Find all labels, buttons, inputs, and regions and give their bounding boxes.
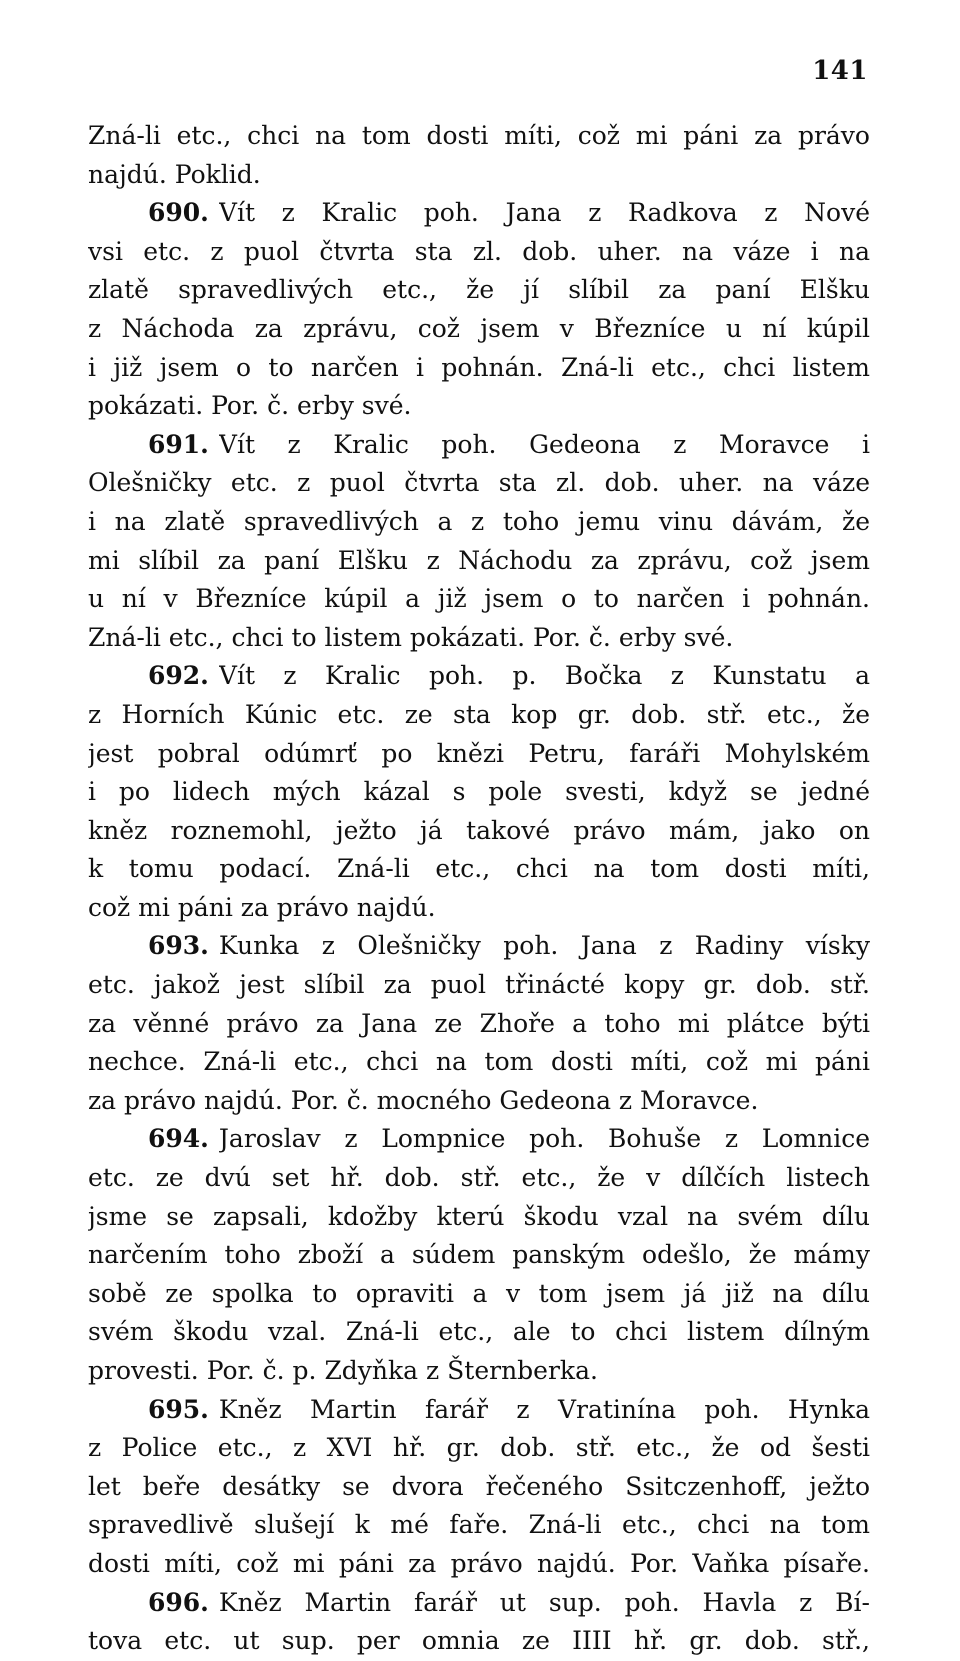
- entry-text: Vít z Kralic poh. p. Bočka z Kunstatu a: [218, 661, 870, 691]
- text-line: nechce. Zná-li etc., chci na tom dosti míti, což mi páni: [88, 1047, 870, 1077]
- text-line: za právo najdú. Por. č. mocného Gedeona z Moravce.: [88, 1085, 759, 1115]
- text-line: [88, 1120, 870, 1159]
- text-line: [88, 657, 870, 696]
- text-line: etc. jakož jest slíbil za puol třinácté kopy gr. dob. stř.: [88, 970, 870, 1000]
- text-line: [88, 194, 870, 233]
- text-line: jest pobral odúmrť po knězi Petru, faráři Mohylském: [88, 738, 870, 768]
- text-line: vsi etc. z puol čtvrta sta zl. dob. uher. na váze i na: [88, 236, 870, 266]
- text-line: i po lidech mých kázal s pole svesti, když se jedné: [88, 777, 870, 807]
- text-line: mi slíbil za paní Elšku z Náchodu za zprávu, což jsem: [88, 545, 870, 575]
- text-line: i již jsem o to narčen i pohnán. Zná-li etc., chci listem: [88, 352, 870, 382]
- text-line: i na zlatě spravedlivých a z toho jemu vinu dávám, že: [88, 506, 870, 536]
- entry-number: 695.: [148, 1394, 209, 1424]
- text-line: najdú. Poklid.: [88, 159, 261, 189]
- text-line: svém škodu vzal. Zná-li etc., ale to chci listem dílným: [88, 1317, 870, 1347]
- text-line: sobě ze spolka to opraviti a v tom jsem já již na dílu: [88, 1278, 870, 1308]
- entry-number: 690.: [148, 198, 209, 228]
- page-number: 141: [812, 56, 868, 86]
- text-line: což mi páni za právo najdú.: [88, 892, 436, 922]
- entry-text: Vít z Kralic poh. Jana z Radkova z Nové: [218, 198, 870, 228]
- entry-text: Kunka z Olešničky poh. Jana z Radiny vísky: [218, 931, 870, 961]
- text-line: narčením toho zboží a súdem panským odešlo, že mámy: [88, 1240, 870, 1270]
- entry-text: Vít z Kralic poh. Gedeona z Moravce i: [218, 429, 870, 459]
- text-line: tova etc. ut sup. per omnia ze IIII hř. gr. dob. stř.,: [88, 1626, 870, 1656]
- entry-number: 692.: [148, 661, 209, 691]
- text-line: z Police etc., z XVI hř. gr. dob. stř. etc., že od šesti: [88, 1433, 870, 1463]
- text-line: provesti. Por. č. p. Zdyňka z Šternberka.: [88, 1356, 598, 1385]
- entry-number: 696.: [148, 1587, 209, 1617]
- text-line: Zná-li etc., chci na tom dosti míti, což mi páni za právo: [88, 121, 870, 150]
- text-line: Zná-li etc., chci to listem pokázati. Por. č. erby své.: [88, 622, 734, 652]
- text-line: z Náchoda za zprávu, což jsem v Březníce u ní kúpil: [88, 313, 870, 343]
- text-line: spravedlivě slušejí k mé faře. Zná-li etc., chci na tom: [88, 1510, 870, 1540]
- entry-text: Kněz Martin farář ut sup. poh. Havla z Bí-: [218, 1587, 870, 1617]
- text-line: u ní v Březníce kúpil a již jsem o to narčen i pohnán.: [88, 584, 870, 614]
- text-line: [88, 1584, 870, 1623]
- text-line: jsme se zapsali, kdožby kterú škodu vzal na svém dílu: [88, 1201, 870, 1231]
- text-line: kněz roznemohl, ježto já takové právo mám, jako on: [88, 815, 870, 845]
- text-line: [88, 927, 870, 966]
- entry-number: 694.: [148, 1124, 209, 1154]
- text-line: [88, 426, 870, 465]
- text-line: etc. ze dvú set hř. dob. stř. etc., že v dílčích listech: [88, 1163, 870, 1193]
- entry-number: 693.: [148, 931, 209, 961]
- text-line: za věnné právo za Jana ze Zhoře a toho mi plátce býti: [88, 1008, 870, 1038]
- text-line: z Horních Kúnic etc. ze sta kop gr. dob. stř. etc., že: [88, 699, 870, 729]
- text-line: dosti míti, což mi páni za právo najdú. Por. Vaňka písaře.: [88, 1548, 870, 1578]
- entry-text: Jaroslav z Lompnice poh. Bohuše z Lomnice: [218, 1124, 870, 1154]
- entry-number: 691.: [148, 429, 209, 459]
- text-line: pokázati. Por. č. erby své.: [88, 391, 412, 421]
- text-line: zlatě spravedlivých etc., že jí slíbil za paní Elšku: [88, 275, 870, 305]
- text-line: let beře desátky se dvora řečeného Ssitczenhoff, ježto: [88, 1471, 870, 1501]
- text-line: Olešničky etc. z puol čtvrta sta zl. dob. uher. na váze: [88, 468, 870, 498]
- text-line: [88, 1391, 870, 1430]
- body-text: [88, 117, 870, 1661]
- text-line: k tomu podací. Zná-li etc., chci na tom dosti míti,: [88, 854, 870, 884]
- entry-text: Kněz Martin farář z Vratinína poh. Hynka: [218, 1394, 870, 1424]
